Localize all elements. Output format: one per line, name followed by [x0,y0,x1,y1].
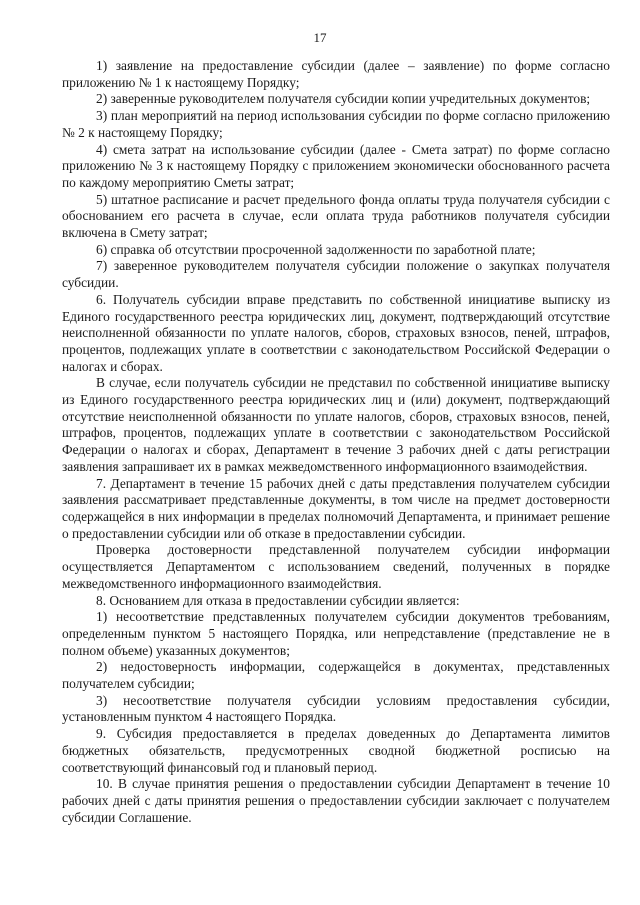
paragraph: 6. Получатель субсидии вправе представить по собственной инициативе выписку из Единого государственного реестра юридических лиц, документ, подтверждающий отсутствие неисполненной обязанности по уплате налогов, сборов, страховых взносов, пеней, штрафов, процентов, подлежащих уплате в соответствии с законодательством Российской Федерации о налогах и сборах. [62,291,610,374]
paragraph: 2) заверенные руководителем получателя субсидии копии учредительных документов; [96,91,591,107]
paragraph: 3) несоответствие получателя субсидии условиям предоставления субсидии, установленным пунктом 4 настоящего Порядка. [62,692,610,725]
paragraph: 10. В случае принятия решения о предоставлении субсидии Департамент в течение 10 рабочих дней с даты принятия решения о предоставлении субсидии заключает с получателем субсидии Соглашение. [62,776,610,825]
paragraph: 3) план мероприятий на период использования субсидии по форме согласно приложению № 2 к настоящему Порядку; [62,108,610,140]
paragraph: 6) справка об отсутствии просроченной задолженности по заработной плате; [96,241,536,257]
page-number: 17 [313,30,327,45]
paragraph: 2) недостоверность информации, содержащейся в документах, представленных получателем субсидии; [62,659,610,692]
paragraph: 7. Департамент в течение 15 рабочих дней с даты представления получателем субсидии заявления рассматривает представленные документы, в том числе на предмет достоверности содержащейся в них информации в пределах полномочий Департамента, и принимает решение о предоставлении субсидии или об отказе в предоставлении субсидии. [62,475,610,541]
paragraph: 4) смета затрат на использование субсидии (далее - Смета затрат) по форме согласно приложению № 3 к настоящему Порядку с приложением экономически обоснованного расчета по каждому мероприятию Сметы затрат; [62,141,610,190]
paragraph: 7) заверенное руководителем получателя субсидии положение о закупках получателя субсидии. [62,258,610,291]
paragraph: 5) штатное расписание и расчет предельного фонда оплаты труда получателя субсидии с обоснованием его расчета в случае, если оплата труда работников получателя субсидии включена в Смету затрат; [62,191,610,241]
paragraph: В случае, если получатель субсидии не представил по собственной инициативе выписку из Единого государственного реестра юридических лиц и (или) документ, подтверждающий отсутствие неисполненной обязанности по уплате налогов, сборов, страховых взносов, пеней, штрафов, процентов, подлежащих уплате в соответствии с законодательством Российской Федерации о налогах и сборах, Департамент в течение 3 рабочих дней с даты регистрации заявления запрашивает их в рамках межведомственного информационного взаимодействия. [62,375,610,474]
paragraph: 8. Основанием для отказа в предоставлении субсидии является: [96,592,460,608]
document-body [62,58,610,826]
paragraph: Проверка достоверности представленной получателем субсидии информации осуществляется Департаментом с использованием сведений, полученных в порядке межведомственного информационного взаимодействия. [62,542,610,591]
paragraph: 1) несоответствие представленных получателем субсидии документов требованиям, определенным пунктом 5 настоящего Порядка, или непредставление (представление не в полном объеме) указанных документов; [62,609,610,658]
paragraph: 1) заявление на предоставление субсидии (далее – заявление) по форме согласно приложению № 1 к настоящему Порядку; [62,58,610,90]
paragraph: 9. Субсидия предоставляется в пределах доведенных до Департамента лимитов бюджетных обязательств, предусмотренных сводной бюджетной росписью на соответствующий финансовый год и плановый период. [62,726,610,775]
